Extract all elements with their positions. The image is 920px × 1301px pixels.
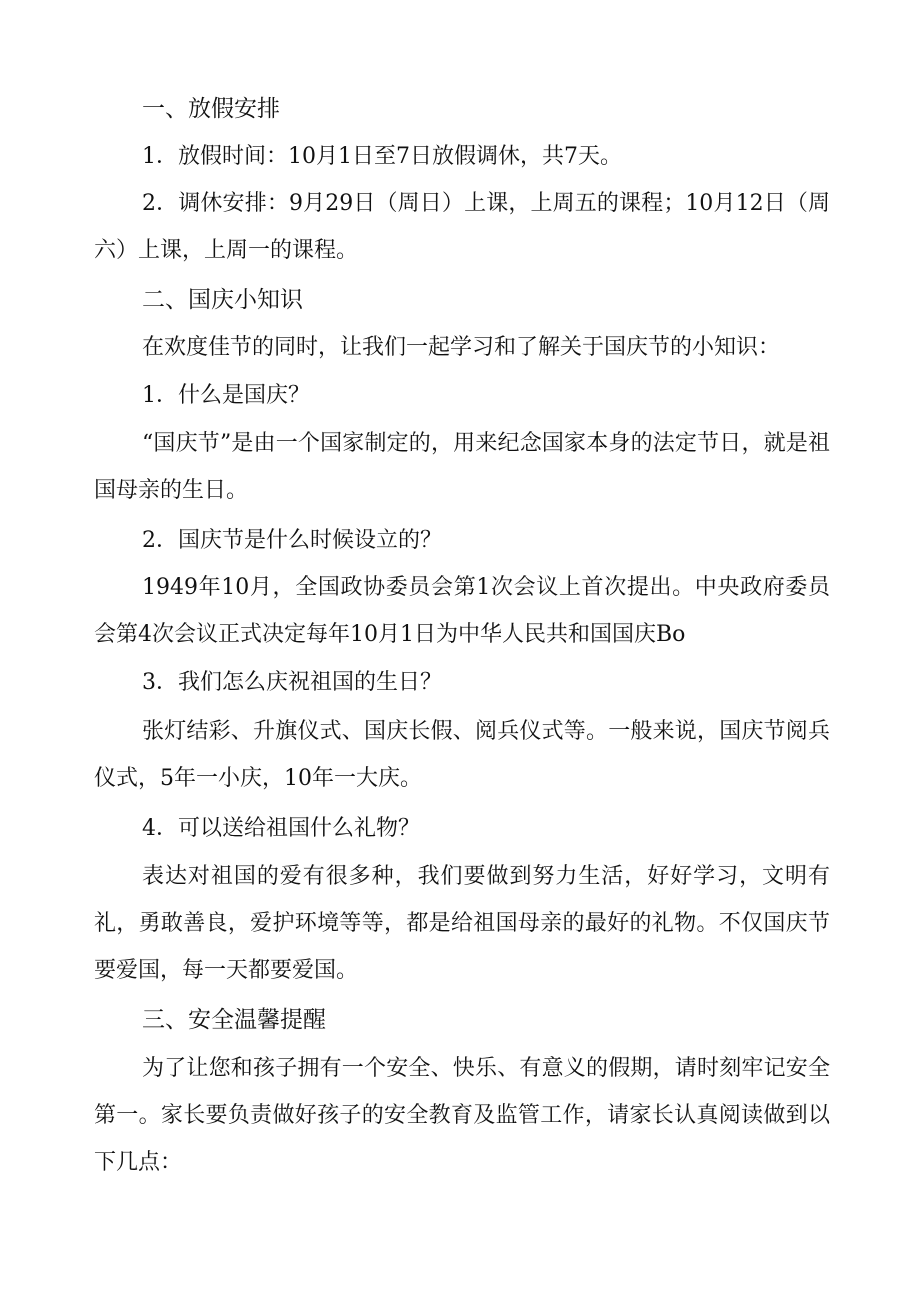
section-heading-safety-reminder: 三、安全温馨提醒 xyxy=(142,1007,326,1033)
question-2: 2．国庆节是什么时候设立的？ xyxy=(142,528,442,553)
section-heading-national-day-knowledge: 二、国庆小知识 xyxy=(142,287,303,313)
answer-4: 表达对祖国的爱有很多种，我们要做到努力生活，好好学习，文明有礼，勇敢善良，爱护环境等等，都是给祖国母亲的最好的礼物。不仅国庆节要爱国，每一天都要爱国。 xyxy=(94,864,830,983)
holiday-time-item: 1．放假时间：10月1日至7日放假调休，共7天。 xyxy=(142,144,622,169)
question-1: 1．什么是国庆？ xyxy=(142,383,310,408)
safety-intro: 为了让您和孩子拥有一个安全、快乐、有意义的假期，请时刻牢记安全第一。家长要负责做好孩子的安全教育及监管工作，请家长认真阅读做到以下几点： xyxy=(94,1056,830,1175)
knowledge-intro: 在欢度佳节的同时，让我们一起学习和了解关于国庆节的小知识： xyxy=(142,335,781,360)
section-heading-holiday-arrangement: 一、放假安排 xyxy=(142,96,280,122)
question-4: 4．可以送给祖国什么礼物？ xyxy=(142,816,420,841)
answer-3: 张灯结彩、升旗仪式、国庆长假、阅兵仪式等。一般来说，国庆节阅兵仪式，5年一小庆，10年一大庆。 xyxy=(94,719,830,791)
question-3: 3．我们怎么庆祝祖国的生日？ xyxy=(142,670,442,695)
answer-2: 1949年10月，全国政协委员会第1次会议上首次提出。中央政府委员会第4次会议正式决定每年10月1日为中华人民共和国国庆Bo xyxy=(94,575,830,647)
make-up-class-item: 2．调休安排：9月29日（周日）上课，上周五的课程；10月12日（周六）上课，上周一的课程。 xyxy=(94,191,830,263)
answer-1: “国庆节”是由一个国家制定的，用来纪念国家本身的法定节日，就是祖国母亲的生日。 xyxy=(94,431,830,503)
